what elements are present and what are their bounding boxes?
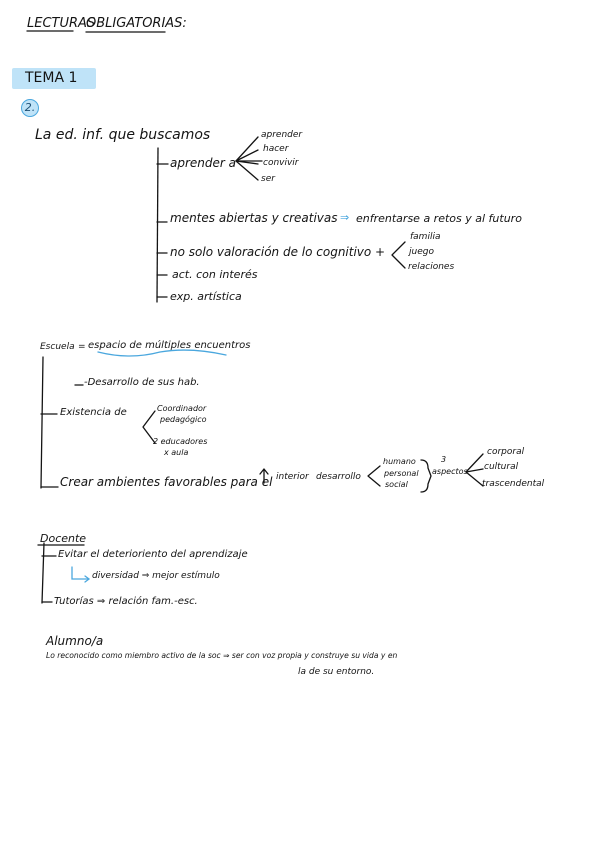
evitar-text: Evitar el deterioriento del aprendizaje bbox=[58, 549, 248, 560]
plus-item: relaciones bbox=[408, 262, 455, 272]
docente-tree-line bbox=[42, 543, 44, 603]
aprender-item: convivir bbox=[263, 158, 299, 168]
plus-bracket bbox=[392, 242, 405, 268]
section1-heading: La ed. inf. que buscamos bbox=[35, 127, 211, 143]
aspect-item: cultural bbox=[484, 462, 519, 472]
coordinador-line2: pedagógico bbox=[160, 415, 207, 424]
implies-arrow-icon: ⇒ bbox=[340, 211, 350, 224]
plus-item: juego bbox=[409, 247, 434, 257]
closing-brace bbox=[421, 460, 431, 492]
interior-text: interior bbox=[276, 472, 309, 482]
exp-text: exp. artística bbox=[170, 290, 242, 303]
desarrollo2-text: desarrollo bbox=[316, 472, 361, 482]
crear-text: Crear ambientes favorables para el bbox=[60, 475, 273, 489]
coordinador-line1: Coordinador bbox=[157, 404, 207, 413]
desarrollo-text: -Desarrollo de sus hab. bbox=[84, 377, 200, 388]
plus-item: familia bbox=[410, 232, 441, 242]
aprender-label: aprender a bbox=[170, 156, 236, 170]
dev-item: humano bbox=[383, 457, 416, 466]
aprender-bracket bbox=[236, 137, 262, 161]
mentes-text: mentes abiertas y creativas bbox=[170, 211, 338, 225]
desarrollo-bracket bbox=[368, 466, 380, 486]
header-title-part2: OBLIGATORIAS: bbox=[86, 16, 187, 31]
aprender-item: ser bbox=[261, 174, 275, 184]
aprender-item: hacer bbox=[263, 144, 289, 154]
act-text: act. con interés bbox=[172, 268, 258, 281]
aspectos-label: aspectos bbox=[432, 467, 468, 476]
aprender-item: aprender bbox=[261, 130, 303, 140]
alumno-label: Alumno/a bbox=[46, 634, 104, 648]
existencia-text: Existencia de bbox=[60, 407, 127, 418]
alumno-line2: la de su entorno. bbox=[298, 667, 375, 677]
dev-item: personal bbox=[384, 469, 419, 478]
enfrentarse-text: enfrentarse a retos y al futuro bbox=[356, 212, 522, 225]
aspectos-number: 3 bbox=[441, 455, 447, 464]
escuela-tree-line bbox=[41, 357, 43, 488]
header-title-part1: LECTURAS bbox=[27, 16, 96, 31]
tema-number-badge bbox=[21, 99, 39, 117]
escuela-label: Escuela bbox=[40, 342, 75, 352]
tema-label: TEMA 1 bbox=[25, 70, 78, 86]
educadores-line2: x aula bbox=[164, 448, 189, 457]
diversidad-text: diversidad ⇒ mejor estímulo bbox=[92, 571, 220, 581]
dev-item: social bbox=[385, 480, 408, 489]
educadores-line1: 2 educadores bbox=[153, 437, 208, 446]
alumno-line1: Lo reconocido como miembro activo de la soc ⇒ ser con voz propia y construye su vida y en bbox=[46, 651, 398, 660]
section1-tree-line bbox=[157, 148, 158, 302]
docente-label: Docente bbox=[40, 532, 87, 545]
aspect-item: trascendental bbox=[482, 479, 545, 489]
tema-number: 2. bbox=[24, 101, 36, 114]
escuela-equals: = bbox=[78, 342, 86, 352]
aspect-item: corporal bbox=[487, 447, 525, 457]
escuela-definition: espacio de múltiples encuentros bbox=[88, 340, 251, 351]
no-solo-text: no solo valoración de lo cognitivo + bbox=[170, 245, 386, 259]
tutorias-text: Tutorías ⇒ relación fam.-esc. bbox=[54, 596, 198, 607]
